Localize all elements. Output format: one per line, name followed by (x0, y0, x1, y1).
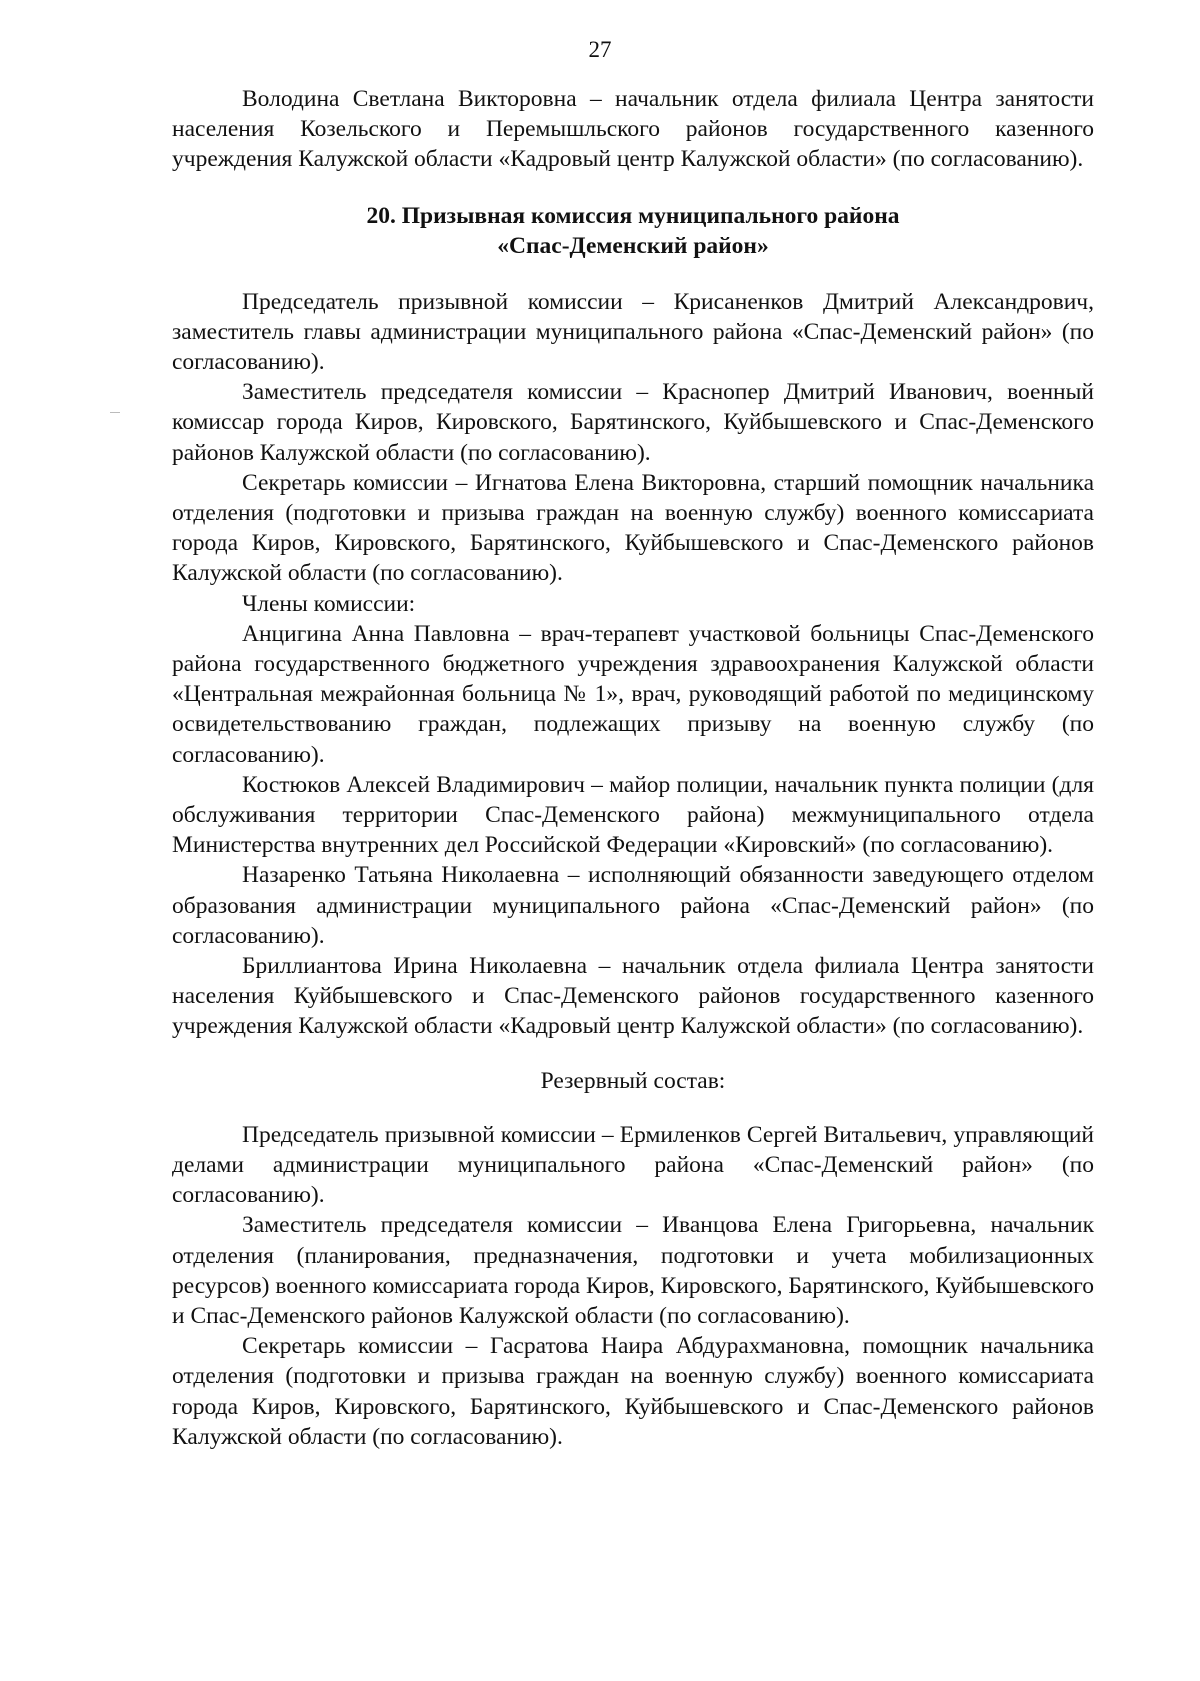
paragraph-reserve-deputy-chairman: Заместитель председателя комиссии – Иванцова Елена Григорьевна, начальник отделения (планирования, предназначения, подготовки и учета мобилизационных ресурсов) военного комиссариата города Киров, Кировского, Барятинского, Куйбышевского и Спас-Деменского районов Калужской области (по согласованию). (172, 1212, 1094, 1329)
paragraph-member-nazarenko: Назаренко Татьяна Николаевна – исполняющий обязанности заведующего отделом образования администрации муниципального района «Спас-Деменский район» (по согласованию). (172, 862, 1094, 949)
section-heading (172, 201, 1094, 261)
paragraph-members-label: Члены комиссии: (242, 590, 416, 617)
paragraph-member-kostyukov: Костюков Алексей Владимирович – майор полиции, начальник пункта полиции (для обслуживания территории Спас-Деменского района) межмуниципального отдела Министерства внутренних дел Российской Федерации «Кировский» (по согласованию). (172, 771, 1094, 859)
paragraph-secretary: Секретарь комиссии – Игнатова Елена Викторовна, старший помощник начальника отделения (подготовки и призыва граждан на военную службу) военного комиссариата города Киров, Кировского, Барятинского, Куйбышевского и Спас-Деменского районов Калужской области (по согласованию). (172, 469, 1094, 587)
paragraph-member-antsigina: Анцигина Анна Павловна – врач-терапевт участковой больницы Спас-Деменского района государственного бюджетного учреждения здравоохранения Калужской области «Центральная межрайонная больница № 1», врач, руководящий работой по медицинскому освидетельствованию граждан, подлежащих призыву на военную службу (по согласованию). (172, 620, 1094, 768)
section-heading-line-1: 20. Призывная комиссия муниципального района (366, 202, 900, 229)
scan-margin-mark (110, 412, 120, 413)
paragraph-member-brilliantova: Бриллиантова Ирина Николаевна – начальник отдела филиала Центра занятости населения Куйбышевского и Спас-Деменского районов государственного казенного учреждения Калужской области «Кадровый центр Калужской области» (по согласованию). (172, 953, 1094, 1040)
page-number: 27 (588, 37, 612, 62)
paragraph-chairman: Председатель призывной комиссии – Крисаненков Дмитрий Александрович, заместитель главы администрации муниципального района «Спас-Деменский район» (по согласованию). (172, 288, 1094, 376)
section-heading-line-2: «Спас-Деменский район» (497, 232, 769, 259)
paragraph-reserve-secretary: Секретарь комиссии – Гасратова Наира Абдурахмановна, помощник начальника отделения (подготовки и призыва граждан на военную службу) военного комиссариата города Киров, Кировского, Барятинского, Куйбышевского и Спас-Деменского районов Калужской области (по согласованию). (172, 1333, 1094, 1450)
paragraph-reserve-chairman: Председатель призывной комиссии – Ермиленков Сергей Витальевич, управляющий делами администрации муниципального района «Спас-Деменский район» (по согласованию). (172, 1121, 1094, 1209)
document-body (172, 84, 1094, 1452)
paragraph-deputy-chairman: Заместитель председателя комиссии – Краснопер Дмитрий Иванович, военный комиссар города Киров, Кировского, Барятинского, Куйбышевского и Спас-Деменского районов Калужской области (по согласованию). (172, 379, 1094, 466)
intro-paragraph: Володина Светлана Викторовна – начальник отдела филиала Центра занятости населения Козельского и Перемышльского районов государственного казенного учреждения Калужской области «Кадровый центр Калужской области» (по согласованию). (172, 86, 1094, 173)
reserve-heading: Резервный состав: (540, 1067, 726, 1094)
main-composition (172, 287, 1094, 1042)
reserve-composition (172, 1120, 1094, 1452)
